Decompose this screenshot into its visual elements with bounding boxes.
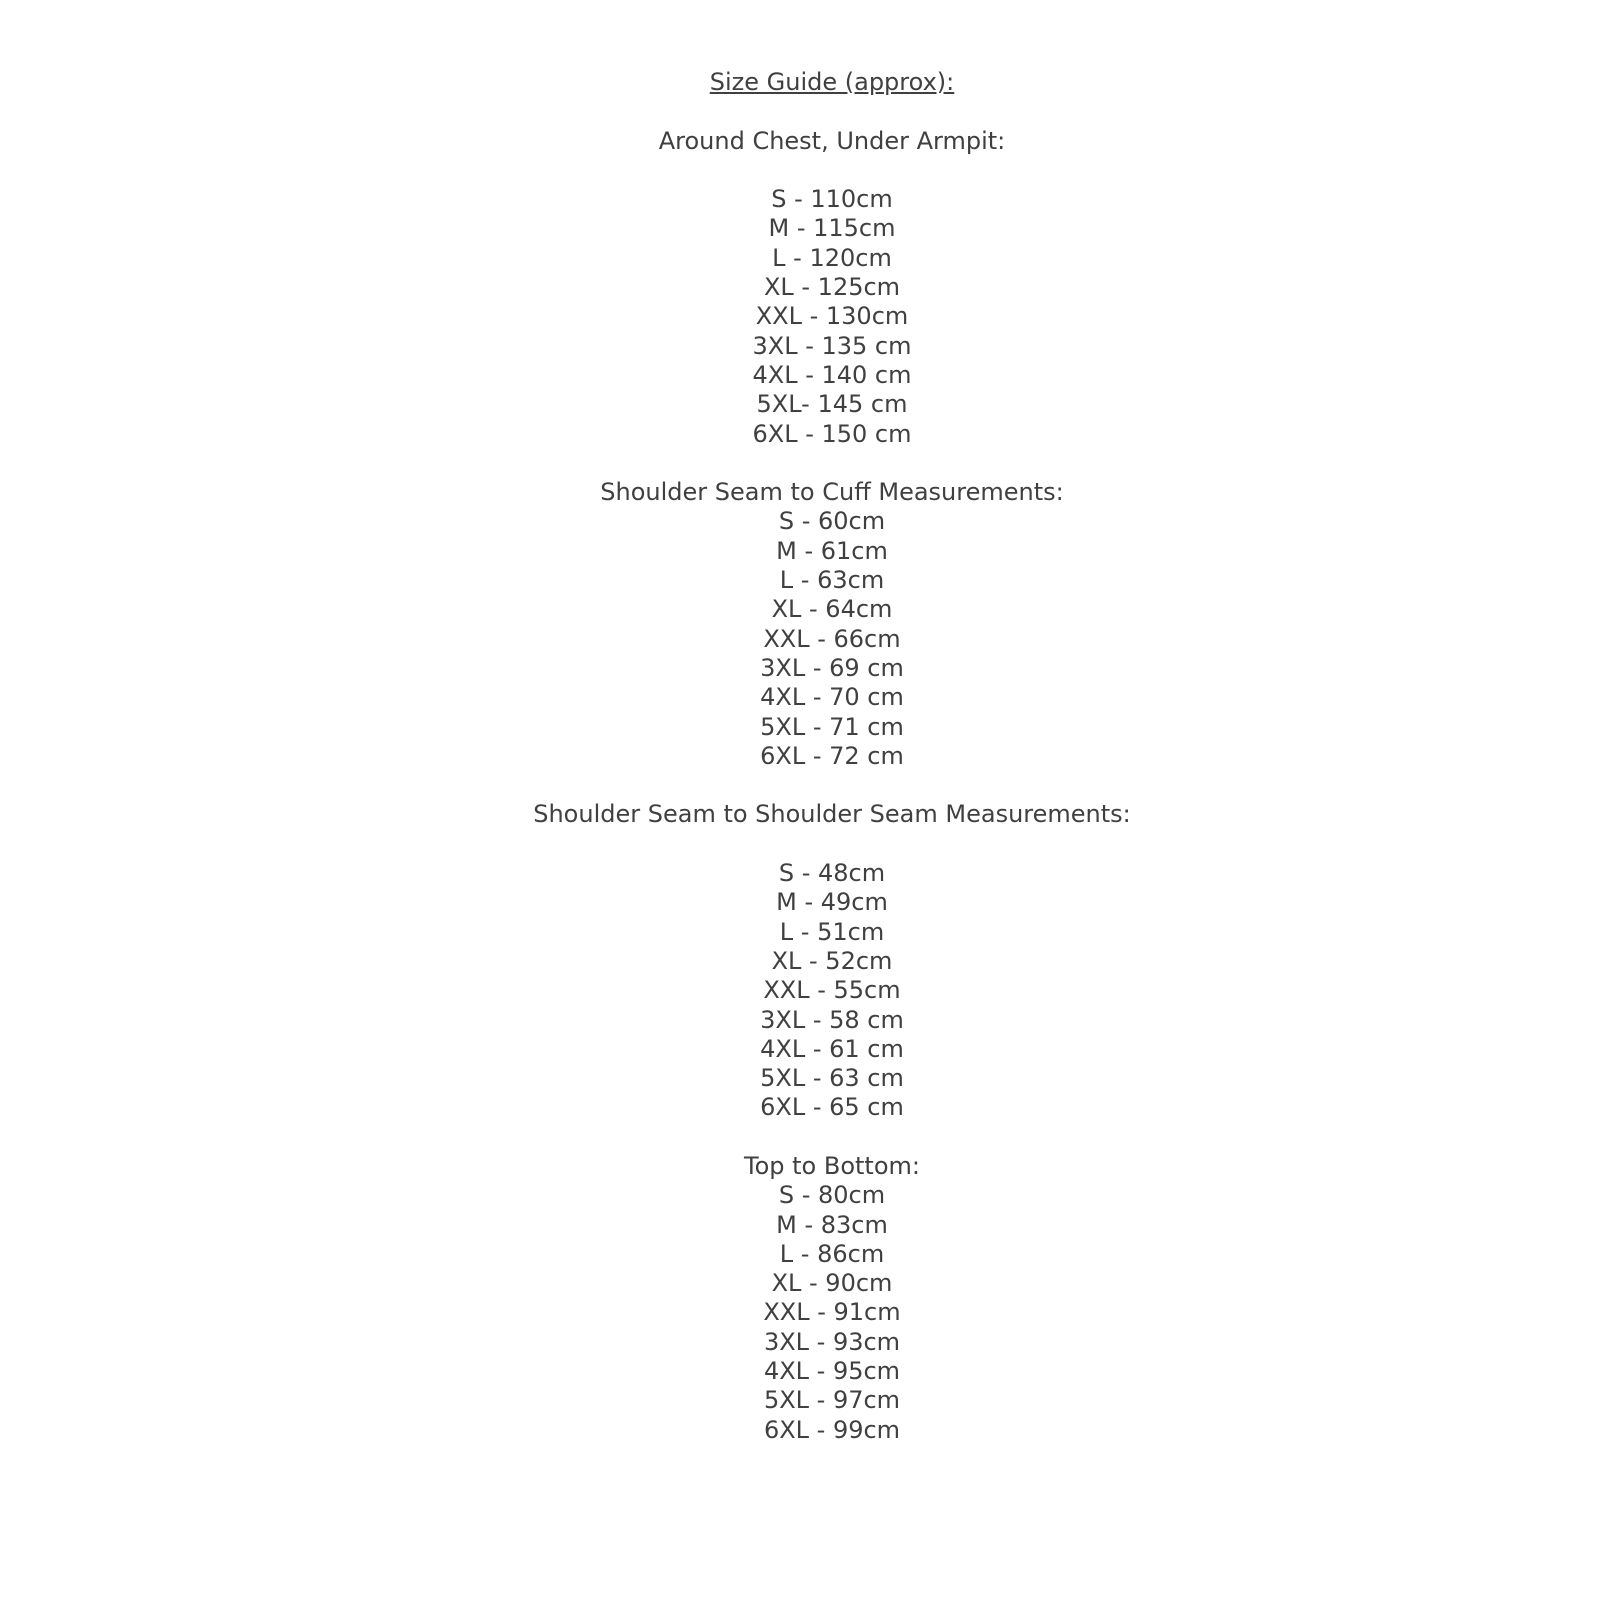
blank-line xyxy=(64,771,1600,800)
size-row: XL - 125cm xyxy=(763,273,901,302)
size-row: XXL - 66cm xyxy=(763,624,901,653)
size-row: 6XL - 72 cm xyxy=(760,741,904,770)
size-row: 4XL - 95cm xyxy=(763,1357,901,1386)
size-row: 6XL - 99cm xyxy=(763,1415,901,1444)
size-row: M - 61cm xyxy=(776,536,888,565)
size-row: L - 63cm xyxy=(779,566,885,595)
size-row: S - 110cm xyxy=(771,185,893,214)
size-row: XL - 90cm xyxy=(771,1269,893,1298)
size-row: XXL - 55cm xyxy=(763,976,901,1005)
size-row: 3XL - 58 cm xyxy=(760,1005,904,1034)
size-row: L - 51cm xyxy=(779,917,885,946)
size-row: 6XL - 65 cm xyxy=(760,1093,904,1122)
size-row: M - 115cm xyxy=(768,214,896,243)
size-row: 6XL - 150 cm xyxy=(752,419,912,448)
size-row: L - 120cm xyxy=(772,243,892,272)
size-row: S - 48cm xyxy=(778,859,886,888)
size-row: XXL - 91cm xyxy=(763,1298,901,1327)
blank-line xyxy=(64,449,1600,478)
blank-line xyxy=(64,156,1600,185)
size-row: S - 60cm xyxy=(778,507,886,536)
size-row: 5XL- 145 cm xyxy=(756,390,908,419)
size-row: 4XL - 61 cm xyxy=(760,1034,904,1063)
size-row: 3XL - 135 cm xyxy=(752,331,912,360)
size-row: 4XL - 140 cm xyxy=(752,360,912,389)
blank-line xyxy=(64,830,1600,859)
size-row: 3XL - 93cm xyxy=(763,1327,901,1356)
section-heading: Top to Bottom: xyxy=(744,1151,920,1180)
size-row: XL - 52cm xyxy=(771,946,893,975)
size-row: 3XL - 69 cm xyxy=(760,653,904,682)
size-row: M - 49cm xyxy=(776,888,888,917)
size-row: S - 80cm xyxy=(778,1181,886,1210)
size-row: 5XL - 63 cm xyxy=(760,1064,904,1093)
size-row: 5XL - 97cm xyxy=(763,1386,901,1415)
size-row: XL - 64cm xyxy=(771,595,893,624)
section-heading: Shoulder Seam to Shoulder Seam Measurements: xyxy=(533,800,1131,829)
size-row: L - 86cm xyxy=(779,1239,885,1268)
size-row: 5XL - 71 cm xyxy=(760,712,904,741)
blank-line xyxy=(64,1123,1600,1152)
section-heading: Shoulder Seam to Cuff Measurements: xyxy=(600,478,1064,507)
size-guide-title: Size Guide (approx): xyxy=(709,68,955,96)
size-row: M - 83cm xyxy=(776,1210,888,1239)
section-heading: Around Chest, Under Armpit: xyxy=(658,126,1006,155)
blank-line xyxy=(64,97,1600,126)
size-row: XXL - 130cm xyxy=(755,302,909,331)
size-guide-sections xyxy=(64,97,1600,1445)
size-row: 4XL - 70 cm xyxy=(760,683,904,712)
